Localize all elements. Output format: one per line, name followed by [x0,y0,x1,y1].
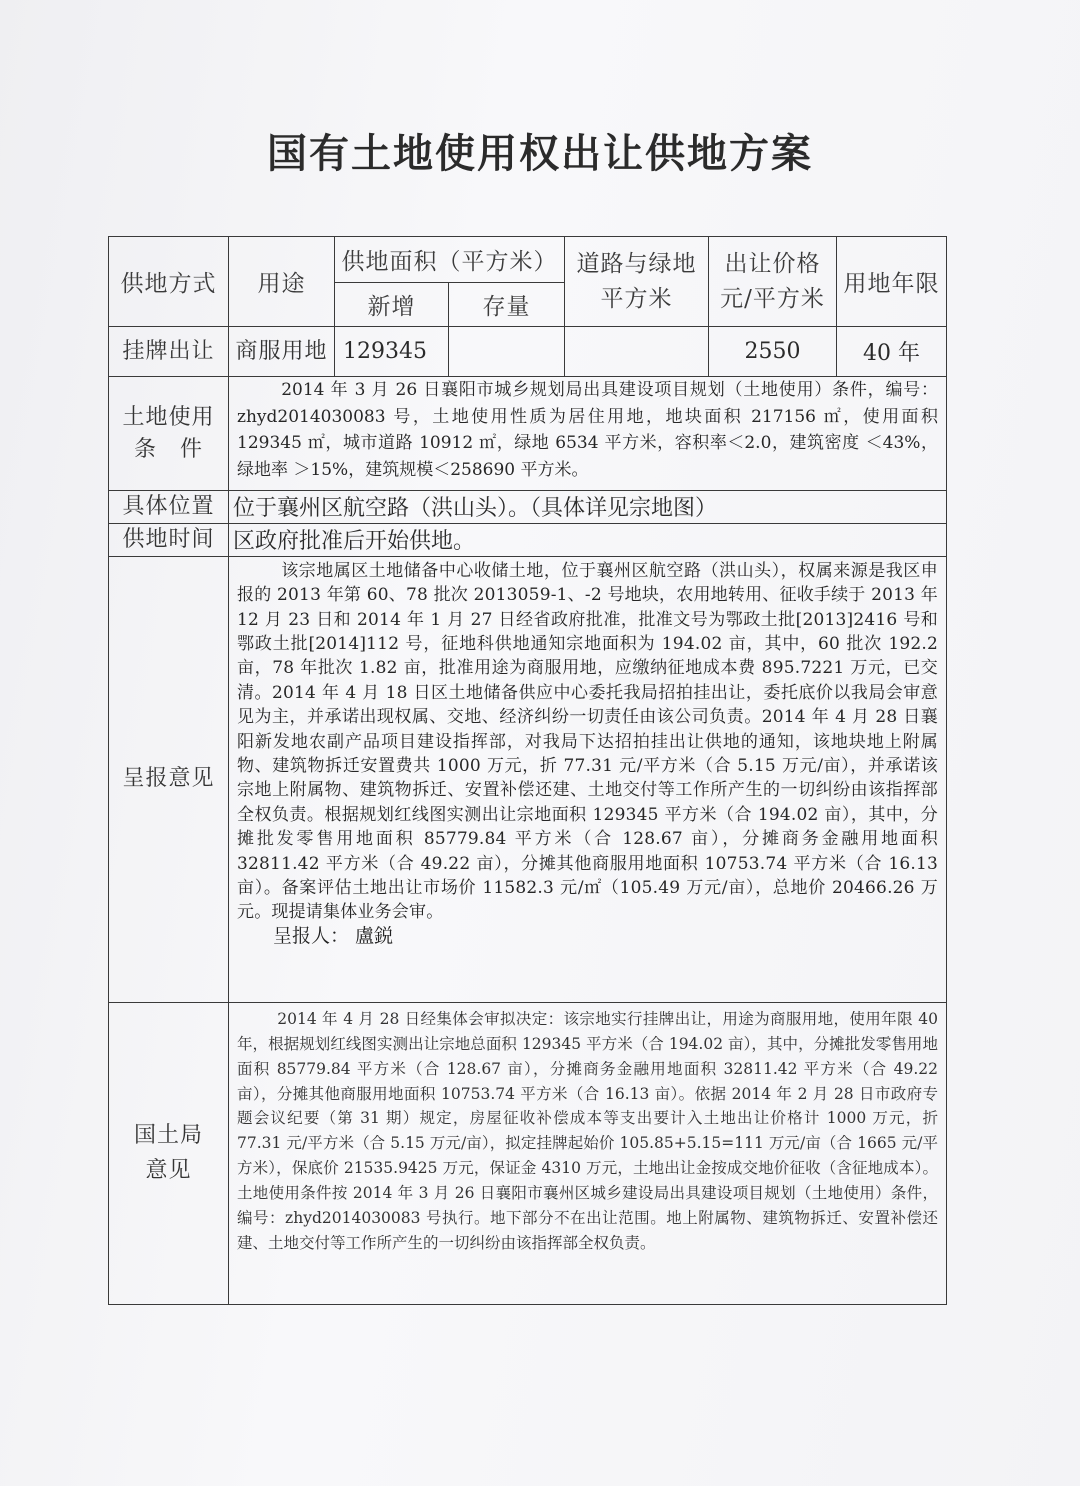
cell-stock-area [449,327,565,377]
header-area: 供地面积（平方米） [335,237,565,283]
supply-time-row [109,523,947,556]
signer-label: 呈报人： [273,924,350,947]
header-stock: 存量 [449,283,565,327]
location-label: 具体位置 [109,491,229,524]
report-text: 该宗地属区土地储备中心收储土地，位于襄州区航空路（洪山头），权属来源是我区申报的 2013 年第 60、78 批次 2013059-1、-2 号地块，农用地转用、征收手续于 2013 年 12 月 23 日和 2014 年 1 月 27 日经省政府批准，批准文号为鄂政土批[2013]2416 号和鄂政土批[2014]112 号，征地科供地通知宗地面积为 194.02 亩，其中，60 批次 192.2 亩，78 年批次 1.82 亩，批准用途为商服用地，应缴纳征地成本费 895.7221 万元，已交清。2014 年 4 月 18 日区土地储备供应中心委托我局招拍挂出让，委托底价以我局会审意见为主，并承诺出现权属、交地、经济纠纷一切责任由该公司负责。2014 年 4 月 28 日襄阳新发地农副产品项目建设指挥部，对我局下达招拍挂出让供地的通知，该地块地上附属物、建筑物拆迁安置费共 1000 万元，折 77.31 元/平方米（合 5.15 万元/亩），并承诺该宗地上附属物、建筑物拆迁、安置补偿还建、土地交付等工作所产生的一切纠纷由该指挥部全权负责。根据规划红线图实测出让宗地面积 129345 平方米（合 194.02 亩），其中，分摊批发零售用地面积 85779.84 平方米（合 128.67 亩），分摊商务金融用地面积 32811.42 平方米（合 49.22 亩），分摊其他商服用地面积 10753.74 平方米（合 16.13 亩）。备案评估土地出让市场价 11582.3 元/㎡（105.49 万元/亩），总地价 20466.26 万元。现提请集体业务会审。 [237,560,938,923]
conditions-row [109,377,947,491]
header-road-green: 道路与绿地平方米 [565,237,709,327]
header-method: 供地方式 [109,237,229,327]
cell-method: 挂牌出让 [109,327,229,377]
supply-time-text: 区政府批准后开始供地。 [229,523,947,556]
cell-use: 商服用地 [229,327,335,377]
report-row [109,556,947,1002]
header-years: 用地年限 [837,237,947,327]
report-cell [229,556,947,1002]
cell-price: 2550 [709,327,837,377]
cell-years: 40 年 [837,327,947,377]
signer-name: 盧鋭 [355,924,394,947]
bureau-cell [229,1002,947,1304]
header-row-1 [109,237,947,283]
bureau-row [109,1002,947,1304]
conditions-cell [229,377,947,491]
data-row [109,327,947,377]
document-title: 国有土地使用权出让供地方案 [267,130,813,177]
header-use: 用途 [229,237,335,327]
land-supply-table [108,236,947,1305]
cell-road-green [565,327,709,377]
bureau-label: 国土局意见 [109,1002,229,1304]
location-row [109,491,947,524]
conditions-text: 2014 年 3 月 26 日襄阳市城乡规划局出具建设项目规划（土地使用）条件，编号：zhyd2014030083 号，土地使用性质为居住用地，地块面积 217156 ㎡，使用面积 129345 ㎡，城市道路 10912 ㎡，绿地 6534 平方米，容积率＜2.0，建筑密度 ＜43%，绿地率 ＞15%，建筑规模＜258690 平方米。 [237,380,938,480]
bureau-text: 2014 年 4 月 28 日经集体会审拟决定：该宗地实行挂牌出让，用途为商服用地，使用年限 40 年，根据规划红线图实测出让宗地总面积 129345 平方米（合 194.02 亩），其中，分摊批发零售用地面积 85779.84 平方米（合 128.67 亩），分摊商务金融用地面积 32811.42 平方米（合 49.22 亩），分摊其他商服用地面积 10753.74 平方米（合 16.13 亩）。依据 2014 年 2 月 28 日市政府专题会议纪要（第 31 期）规定，房屋征收补偿成本等支出要计入土地出让价格计 1000 万元，折 77.31 元/平方米（合 5.15 万元/亩），拟定挂牌起始价 105.85+5.15=111 万元/亩（合 1665 元/平方米），保底价 21535.9425 万元，保证金 4310 万元，土地出让金按成交地价征收（含征地成本）。土地使用条件按 2014 年 3 月 26 日襄阳市襄州区城乡建设局出具建设项目规划（土地使用）条件，编号：zhyd2014030083 号执行。地下部分不在出让范围。地上附属物、建筑物拆迁、安置补偿还建、土地交付等工作所产生的一切纠纷由该指挥部全权负责。 [237,1009,938,1252]
cell-new-area: 129345 [335,327,449,377]
report-label: 呈报意见 [109,556,229,1002]
location-text: 位于襄州区航空路（洪山头）。（具体详见宗地图） [229,491,947,524]
report-signature [233,925,942,947]
header-price: 出让价格元/平方米 [709,237,837,327]
supply-time-label: 供地时间 [109,523,229,556]
conditions-label: 土地使用条 件 [109,377,229,491]
header-new: 新增 [335,283,449,327]
